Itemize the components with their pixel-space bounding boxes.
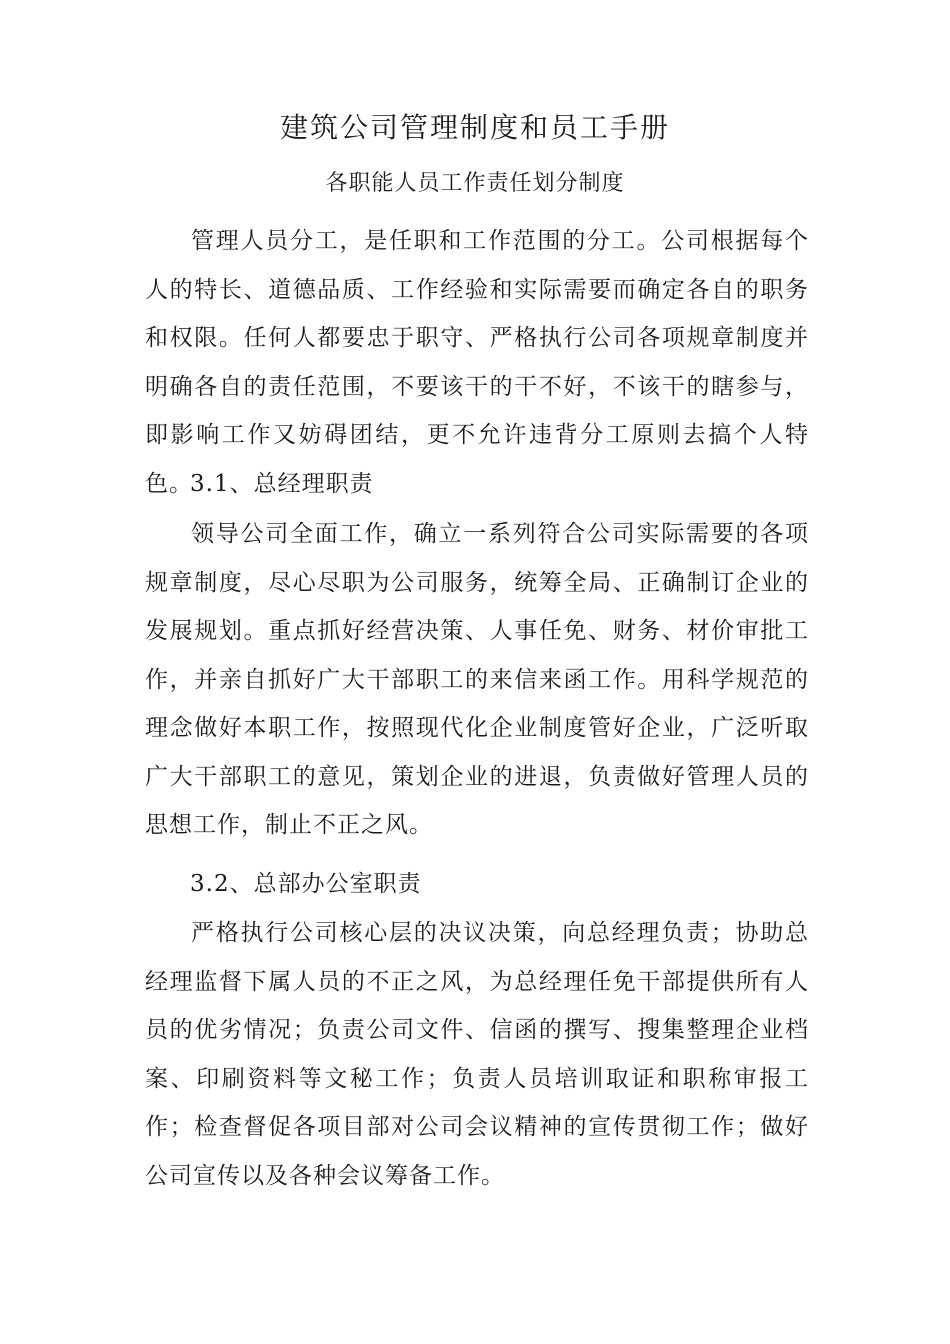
- document-title: 建筑公司管理制度和员工手册: [279, 111, 670, 144]
- document-subtitle: 各职能人员工作责任划分制度: [325, 171, 625, 196]
- section-heading-general-manager: 3.1、总经理职责: [190, 471, 374, 497]
- section-text-general-manager: 领导公司全面工作，确立一系列符合公司实际需要的各项规章制度，尽心尽职为公司服务，统筹全局、正确制订企业的发展规划。重点抓好经营决策、人事任免、财务、材价审批工作，并亲自抓好广大干部职工的来信来函工作。用科学规范的理念做好本职工作，按照现代化企业制度管好企业，广泛听取广大干部职工的意见，策划企业的进退，负责做好管理人员的思想工作，制止不正之风。: [145, 521, 809, 838]
- section-text-office: 严格执行公司核心层的决议决策，向总经理负责；协助总经理监督下属人员的不正之风，为总经理任免干部提供所有人员的优劣情况；负责公司文件、信函的撰写、搜集整理企业档案、印刷资料等文秘工作；负责人员培训取证和职称审报工作；检查督促各项目部对公司会议精神的宣传贯彻工作；做好公司宣传以及各种会议筹备工作。: [145, 920, 809, 1189]
- intro-paragraph: 管理人员分工，是任职和工作范围的分工。公司根据每个人的特长、道德品质、工作经验和实际需要而确定各自的职务和权限。任何人都要忠于职守、严格执行公司各项规章制度并明确各自的责任范围，不要该干的干不好，不该干的瞎参与，即影响工作又妨碍团结，更不允许违背分工原则去搞个人特色。: [145, 228, 809, 497]
- section-heading-office: 3.2、总部办公室职责: [190, 871, 422, 897]
